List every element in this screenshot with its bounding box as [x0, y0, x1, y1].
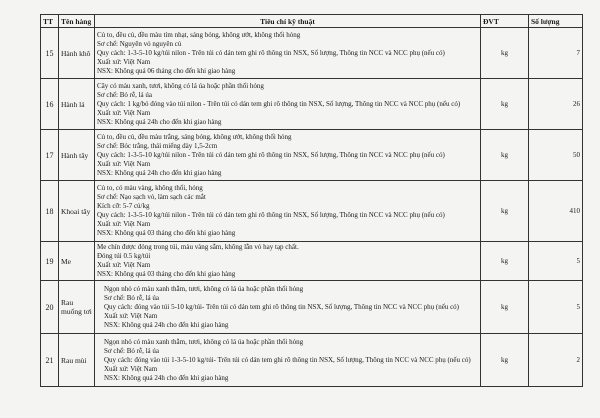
spec-line: Cây có màu xanh, tươi, không có lá úa hoặc phần thối hỏng — [97, 81, 264, 90]
row-number: 19 — [41, 242, 59, 281]
item-unit: kg — [481, 334, 529, 387]
table-row — [41, 79, 583, 130]
spec-line: NSX: Không quá 24h cho đến khi giao hàng — [104, 373, 229, 382]
table-row — [41, 334, 583, 387]
header-unit: ĐVT — [481, 15, 529, 28]
row-number: 21 — [41, 334, 59, 387]
spec-line: Quy cách: 1-3-5-10 kg/túi nilon - Trên túi có dán tem ghi rõ thông tin NSX, Số lượng, Thông tin NCC và NCC phụ (nếu có) — [97, 48, 445, 57]
spec-line: Sơ chế: Bóc trắng, thái miếng dày 1,5-2cm — [97, 141, 218, 150]
spec-line: Sơ chế: Bỏ rễ, lá úa — [97, 90, 153, 99]
item-quantity: 5 — [529, 281, 583, 334]
spec-line: Xuất xứ: Việt Nam — [97, 220, 151, 228]
spec-line: Xuất xứ: Việt Nam — [97, 57, 151, 66]
spec-line: Củ to, đều củ, đều màu tím nhạt, sáng bóng, không ướt, không thối hỏng — [97, 30, 301, 39]
spec-line: Ngọn nhỏ có màu xanh thẫm, tươi, không có lá úa hoặc phần thối hỏng — [104, 284, 304, 293]
item-spec — [95, 79, 481, 130]
spec-line: Củ to, có màu vàng, không thối, hỏng — [97, 184, 203, 192]
table-row — [41, 130, 583, 181]
item-quantity: 7 — [529, 28, 583, 79]
item-unit: kg — [481, 79, 529, 130]
item-spec — [95, 181, 481, 242]
header-tt: TT — [41, 15, 59, 28]
item-unit: kg — [481, 242, 529, 281]
item-name: Me — [59, 242, 95, 281]
item-name: Rau muống tơi — [59, 281, 95, 334]
item-quantity: 50 — [529, 130, 583, 181]
row-number: 20 — [41, 281, 59, 334]
specification-table — [40, 14, 583, 387]
item-unit: kg — [481, 28, 529, 79]
spec-line: Kích cỡ: 5-7 củ/kg — [97, 202, 150, 210]
header-name: Tên hàng — [59, 15, 95, 28]
table-row — [41, 242, 583, 281]
item-quantity: 410 — [529, 181, 583, 242]
spec-line: Ngọn nhỏ có màu xanh thẫm, tươi, không có lá úa hoặc phần thối hỏng — [104, 337, 304, 346]
item-quantity: 26 — [529, 79, 583, 130]
item-spec — [95, 130, 481, 181]
table-body — [41, 28, 583, 387]
row-number: 15 — [41, 28, 59, 79]
spec-line: NSX: Không quá 06 tháng cho đến khi giao hàng — [97, 66, 236, 75]
spec-line: Quy cách: 1-3-5-10 kg/túi nilon - Trên túi có dán tem ghi rõ thông tin NSX, Số lượng, Thông tin NCC và NCC phụ (nếu có) — [97, 150, 445, 159]
item-unit: kg — [481, 281, 529, 334]
spec-line: Sơ chế: Bỏ rễ, lá úa — [104, 293, 160, 302]
spec-line: NSX: Không quá 03 tháng cho đến khi giao hàng — [97, 229, 236, 237]
item-name: Khoai tây — [59, 181, 95, 242]
item-spec — [95, 334, 481, 387]
spec-line: Xuất xứ: Việt Nam — [97, 261, 151, 269]
header-qty: Số lượng — [529, 15, 583, 28]
spec-line: Quy cách: đóng vào túi 1-3-5-10 kg/túi- Trên túi có dán tem ghi rõ thông tin NSX, Số lượng, Thông tin NCC và NCC phụ (nếu có) — [104, 355, 471, 364]
spec-line: Xuất xứ: Việt Nam — [104, 364, 158, 373]
header-spec: Tiêu chí kỹ thuật — [95, 15, 481, 28]
item-name: Hành lá — [59, 79, 95, 130]
spec-line: NSX: Không quá 24h cho đến khi giao hàng — [97, 117, 222, 126]
spec-line: Quy cách: đóng vào túi 5-10 kg/túi- Trên túi có dán tem ghi rõ thông tin NSX, Số lượng, Thông tin NCC và NCC phụ (nếu có) — [104, 302, 460, 311]
spec-line: Quy cách: 1-3-5-10 kg/túi nilon - Trên túi có dán tem ghi rõ thông tin NSX, Số lượng, Thông tin NCC và NCC phụ (nếu có) — [97, 211, 445, 219]
table-header-row — [41, 15, 583, 28]
item-unit: kg — [481, 181, 529, 242]
row-number: 18 — [41, 181, 59, 242]
item-unit: kg — [481, 130, 529, 181]
spec-line: Quy cách: 1 kg/bó đóng vào túi nilon - Trên túi có dán tem ghi rõ thông tin NSX, Số lượng, Thông tin NCC và NCC phụ (nếu có) — [97, 99, 461, 108]
spec-line: NSX: Không quá 24h cho đến khi giao hàng — [97, 168, 222, 177]
spec-line: Xuất xứ: Việt Nam — [97, 159, 151, 168]
item-quantity: 5 — [529, 242, 583, 281]
spec-line: Sơ chế: Nạo sạch vỏ, làm sạch các mắt — [97, 193, 206, 201]
table-row — [41, 281, 583, 334]
spec-line: Sơ chế: Nguyên vỏ nguyên củ — [97, 39, 182, 48]
spec-line: NSX: Không quá 03 tháng cho đến khi giao hàng — [97, 270, 236, 278]
spec-line: Đóng túi 0.5 kg/túi — [97, 252, 151, 260]
item-spec — [95, 28, 481, 79]
table-row — [41, 181, 583, 242]
spec-line: Sơ chế: Bỏ rễ, lá úa — [104, 346, 160, 355]
item-spec — [95, 242, 481, 281]
table-row — [41, 28, 583, 79]
item-name: Hành khô — [59, 28, 95, 79]
item-spec — [95, 281, 481, 334]
spec-line: Me chín được đóng trong túi, màu vàng sẫm, không lẫn vỏ hay tạp chất. — [97, 243, 299, 251]
spec-line: Xuất xứ: Việt Nam — [97, 108, 151, 117]
item-name: Rau mùi — [59, 334, 95, 387]
spec-line: Xuất xứ: Việt Nam — [104, 311, 158, 320]
item-quantity: 2 — [529, 334, 583, 387]
item-name: Hành tây — [59, 130, 95, 181]
spec-line: NSX: Không quá 24h cho đến khi giao hàng — [104, 320, 229, 329]
row-number: 16 — [41, 79, 59, 130]
row-number: 17 — [41, 130, 59, 181]
spec-line: Củ to, đều củ, đều màu trắng, sáng bóng, không ướt, không thối hỏng — [97, 132, 292, 141]
